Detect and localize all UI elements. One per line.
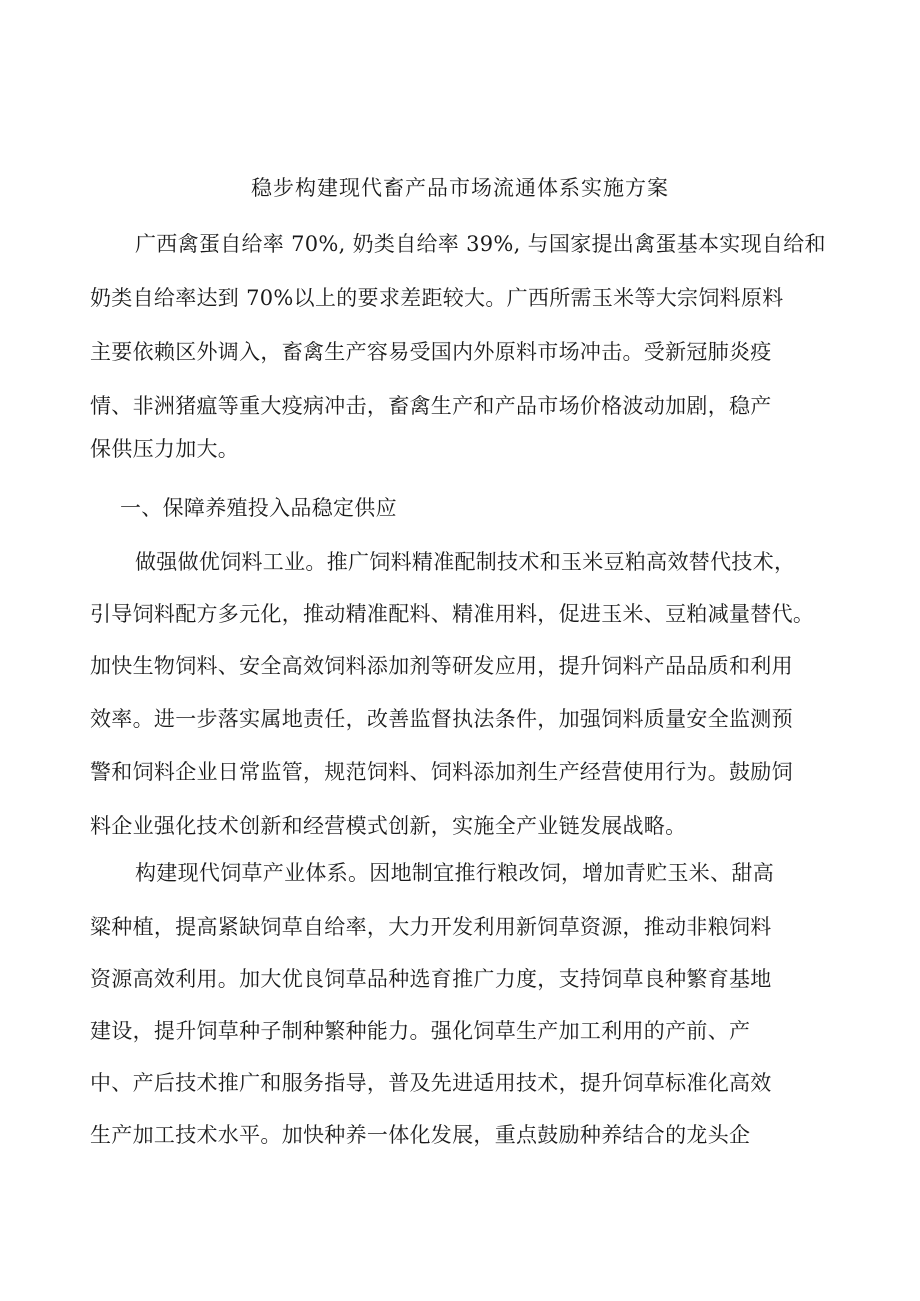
body-line: 构建现代饲草产业体系。因地制宜推行粮改饲，增加青贮玉米、甜高 — [135, 861, 774, 885]
body-line: 粱种植，提高紧缺饲草自给率，大力开发利用新饲草资源，推动非粮饲料 — [90, 915, 772, 939]
document-title: 稳步构建现代畜产品市场流通体系实施方案 — [251, 176, 669, 200]
body-line: 警和饲料企业日常监管，规范饲料、饲料添加剂生产经营使用行为。鼓励饲 — [90, 760, 793, 784]
section-heading: 一、保障养殖投入品稳定供应 — [120, 496, 397, 520]
body-line: 生产加工技术水平。加快种养一体化发展，重点鼓励种养结合的龙头企 — [90, 1123, 751, 1147]
body-line: 保供压力加大。 — [90, 437, 240, 461]
body-line: 主要依赖区外调入，畜禽生产容易受国内外原料市场冲击。受新冠肺炎疫 — [90, 340, 772, 364]
body-line: 资源高效利用。加大优良饲草品种选育推广力度，支持饲草良种繁育基地 — [90, 967, 772, 991]
body-line: 引导饲料配方多元化，推动精准配料、精准用料，促进玉米、豆粕减量替代。 — [90, 602, 815, 626]
body-line: 情、非洲猪瘟等重大疫病冲击，畜禽生产和产品市场价格波动加剧，稳产 — [90, 394, 772, 418]
body-line: 加快生物饲料、安全高效饲料添加剂等研发应用，提升饲料产品品质和利用 — [90, 654, 793, 678]
body-line: 效率。进一步落实属地责任，改善监督执法条件，加强饲料质量安全监测预 — [90, 707, 793, 731]
body-line: 建设，提升饲草种子制种繁种能力。强化饲草生产加工利用的产前、产 — [90, 1019, 751, 1043]
body-line: 广西禽蛋自给率 70%, 奶类自给率 39%, 与国家提出禽蛋基本实现自给和 — [135, 232, 826, 256]
body-line: 中、产后技术推广和服务指导，普及先进适用技术，提升饲草标准化高效 — [90, 1071, 772, 1095]
body-line: 做强做优饲料工业。推广饲料精准配制技术和玉米豆粕高效替代技术， — [135, 550, 796, 574]
body-line: 料企业强化技术创新和经营模式创新，实施全产业链发展战略。 — [90, 814, 687, 838]
body-line: 奶类自给率达到 70%以上的要求差距较大。广西所需玉米等大宗饲料原料 — [90, 286, 784, 310]
